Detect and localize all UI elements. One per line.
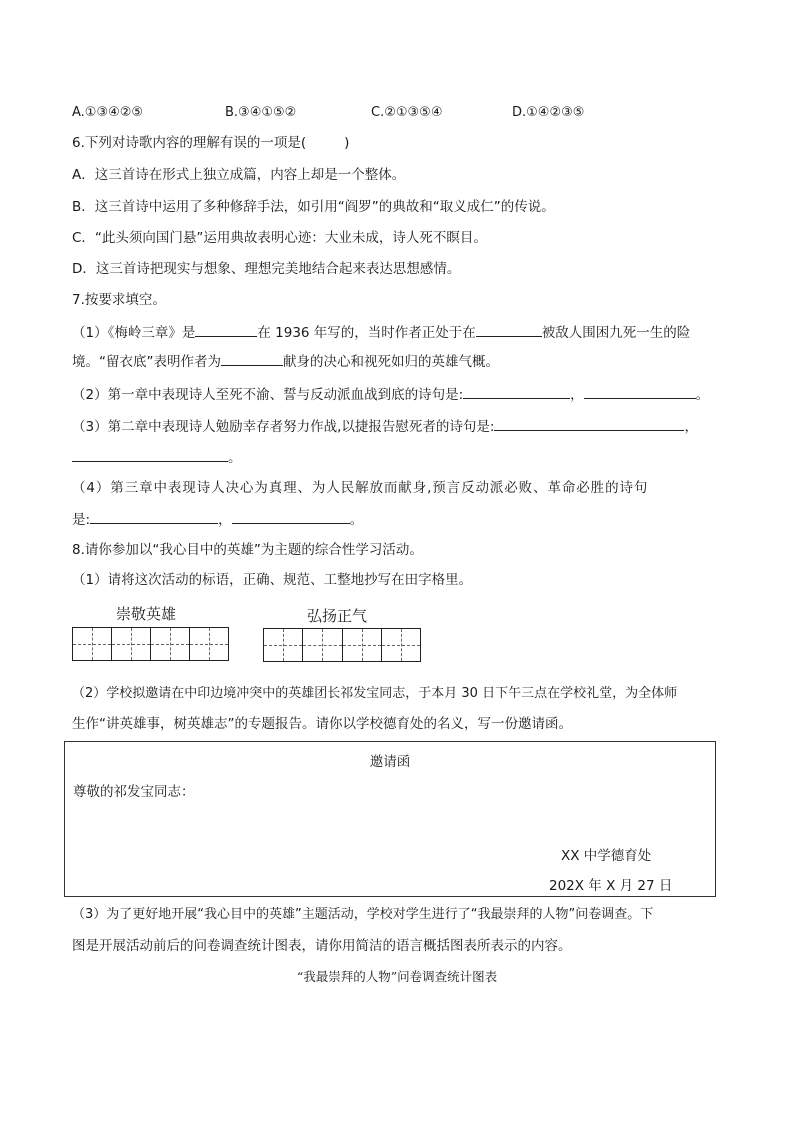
q5-option-a: A.①③④②⑤ <box>72 105 144 120</box>
q8-title: 8.请你参加以“我心目中的英雄”为主题的综合性学习活动。 <box>72 542 423 558</box>
q7-p1-text-d: 境。“留衣底”表明作者为 <box>72 354 221 370</box>
q7-part4-line1: （4）第三章中表现诗人决心为真理、为人民解放而献身,预言反动派必败、革命必胜的诗句 <box>72 480 649 496</box>
q7-p3-blank-1[interactable] <box>494 416 684 431</box>
q7-p1-text-c: 被敌人围困九死一生的险 <box>541 325 691 341</box>
q7-p2-period: 。 <box>695 387 710 403</box>
tianzige-grid-2[interactable] <box>263 628 421 662</box>
q7-p3-comma: ， <box>684 419 698 435</box>
q8-part3-line1: （3）为了更好地开展“我心目中的英雄”主题活动，学校对学生进行了“我最崇拜的人物”问卷调查。下 <box>72 907 654 922</box>
q7-p2-blank-1[interactable] <box>463 384 570 399</box>
q7-part4-line2 <box>72 509 363 530</box>
q7-p4-blank-2[interactable] <box>232 509 350 524</box>
q7-p2-blank-2[interactable] <box>584 384 696 399</box>
grid-cell[interactable] <box>73 628 112 660</box>
q7-p4-period: 。 <box>349 512 364 528</box>
q7-part2 <box>72 384 709 405</box>
grid-cell[interactable] <box>190 628 228 660</box>
q5-option-b: B.③④①⑤② <box>225 105 297 120</box>
grid-cell[interactable] <box>303 629 342 661</box>
q6-stem <box>72 133 349 153</box>
q7-p2-comma: ， <box>570 387 584 403</box>
q6-option-b: B．这三首诗中运用了多种修辞手法，如引用“阎罗”的典故和“取义成仁”的传说。 <box>72 199 555 215</box>
q8-part1: （1）请将这次活动的标语，正确、规范、工整地抄写在田字格里。 <box>72 572 473 588</box>
q6-option-a: A．这三首诗在形式上独立成篇，内容上却是一个整体。 <box>72 167 406 183</box>
q7-part3-line2 <box>72 447 242 468</box>
slogan-1: 崇敬英雄 <box>116 605 177 623</box>
grid-cell[interactable] <box>151 628 190 660</box>
q6-stem-close: ) <box>344 135 350 151</box>
q8-part2-line2: 生作“讲英雄事，树英雄志”的专题报告。请你以学校德育处的名义，写一份邀请函。 <box>72 716 572 732</box>
letter-sender: XX 中学德育处 <box>561 848 652 864</box>
q7-p3-text: （3）第二章中表现诗人勉励幸存者努力作战,以捷报告慰死者的诗句是: <box>72 419 495 435</box>
q7-p4-text-b: 是: <box>72 512 91 528</box>
q6-option-c: C．“此头须向国门悬”运用典故表明心迹：大业未成，诗人死不瞑目。 <box>72 230 487 246</box>
letter-title: 邀请函 <box>369 754 411 770</box>
grid-cell[interactable] <box>112 628 151 660</box>
q7-p1-text-b: 在 1936 年写的，当时作者正处于在 <box>257 325 476 341</box>
q7-part1-line1 <box>72 322 690 343</box>
grid-cell[interactable] <box>343 629 382 661</box>
q8-part3-line2: 图是开展活动前后的问卷调查统计图表，请你用简洁的语言概括图表所表示的内容。 <box>72 938 572 954</box>
q5-option-d: D.①④②③⑤ <box>512 105 585 120</box>
q7-p1-text-a: （1）《梅岭三章》是 <box>72 325 196 341</box>
grid-cell[interactable] <box>264 629 303 661</box>
q7-blank-place[interactable] <box>476 322 542 337</box>
q7-title: 7.按要求填空。 <box>72 292 166 308</box>
q7-part3-line1 <box>72 416 698 437</box>
q7-blank-author[interactable] <box>195 322 257 337</box>
slogan-2: 弘扬正气 <box>307 607 368 625</box>
q7-p4-comma: ， <box>218 512 232 528</box>
q7-p4-blank-1[interactable] <box>90 509 218 524</box>
letter-date: 202X 年 X 月 27 日 <box>549 878 673 894</box>
q7-p3-blank-2[interactable] <box>72 447 228 462</box>
tianzige-grid-1[interactable] <box>72 627 229 661</box>
q5-option-c: C.②①③⑤④ <box>371 105 443 120</box>
grid-cell[interactable] <box>382 629 420 661</box>
q7-p2-text: （2）第一章中表现诗人至死不渝、誓与反动派血战到底的诗句是: <box>72 387 464 403</box>
q6-option-d: D．这三首诗把现实与想象、理想完美地结合起来表达思想感情。 <box>72 261 461 277</box>
q7-p1-text-e: 献身的决心和视死如归的英雄气概。 <box>283 354 499 370</box>
q7-p3-period: 。 <box>228 450 242 466</box>
q7-part1-line2 <box>72 351 499 372</box>
q7-blank-cause[interactable] <box>221 351 283 366</box>
q6-stem-text: 6.下列对诗歌内容的理解有误的一项是( <box>72 135 307 151</box>
invitation-letter-box[interactable] <box>64 741 716 897</box>
letter-salutation: 尊敬的祁发宝同志： <box>73 784 195 800</box>
chart-caption: “我最崇拜的人物”问卷调查统计图表 <box>296 969 498 984</box>
q8-part2-line1: （2）学校拟邀请在中印边境冲突中的英雄团长祁发宝同志，于本月 30 日下午三点在学校礼堂，为全体师 <box>72 686 678 701</box>
